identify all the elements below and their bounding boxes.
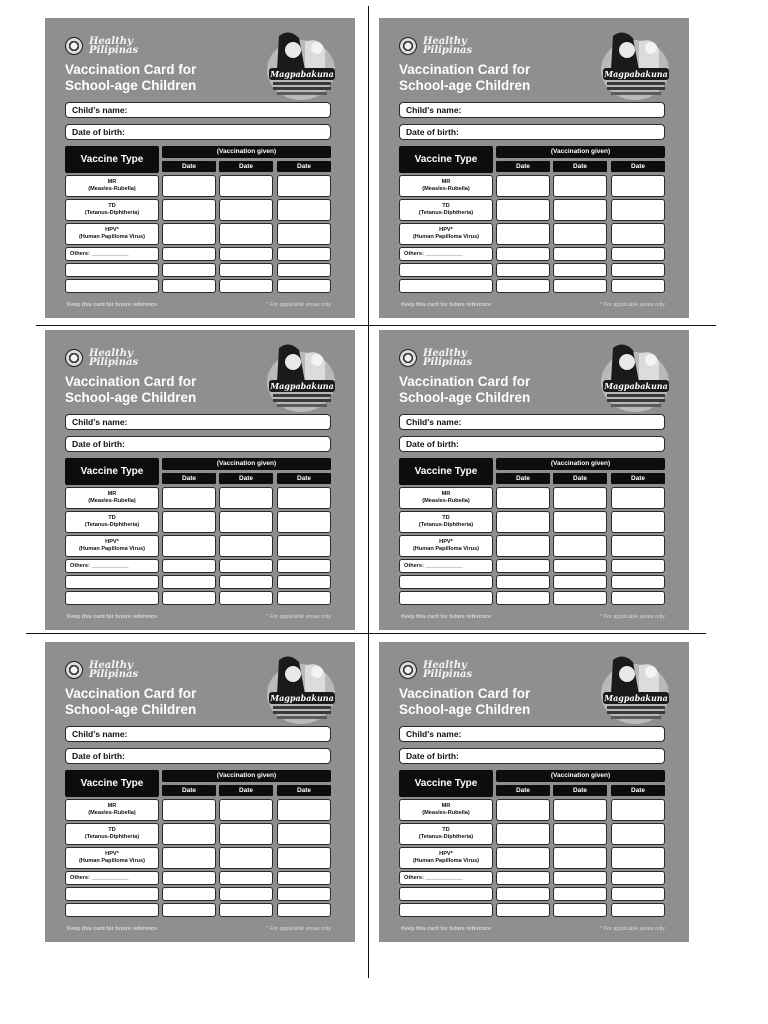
brand-logo bbox=[65, 34, 138, 58]
vaccination-date-cell[interactable] bbox=[162, 903, 216, 917]
doh-seal-icon bbox=[399, 349, 417, 367]
vaccine-full-name: (Measles-Rubella) bbox=[88, 810, 136, 816]
vaccination-date-cell[interactable] bbox=[162, 247, 216, 261]
vaccination-date-cell[interactable] bbox=[219, 591, 273, 605]
vaccination-date-cell[interactable] bbox=[219, 247, 273, 261]
vaccination-date-cell[interactable] bbox=[219, 223, 273, 245]
vaccination-card bbox=[45, 18, 355, 318]
footer-applicability-note: * For applicable areas only bbox=[265, 302, 331, 308]
footer-applicability-note: * For applicable areas only bbox=[599, 614, 665, 620]
vaccination-date-cell[interactable] bbox=[277, 847, 331, 869]
brand-name: Healthy Pilipinas bbox=[89, 348, 139, 368]
vaccination-date-cell[interactable] bbox=[496, 799, 550, 821]
blank-vaccine-label[interactable] bbox=[65, 591, 159, 605]
others-vaccine-label[interactable]: Others: ____________ bbox=[399, 247, 493, 261]
date-of-birth-field[interactable]: Date of birth: bbox=[65, 436, 331, 452]
vaccination-date-cell[interactable] bbox=[277, 223, 331, 245]
vaccination-given-header: (Vaccination given) bbox=[162, 770, 331, 782]
brand-logo bbox=[399, 346, 472, 370]
vaccine-abbreviation: MR bbox=[107, 179, 117, 185]
vaccination-date-cell[interactable] bbox=[277, 263, 331, 277]
blank-vaccine-label[interactable] bbox=[399, 263, 493, 277]
vaccination-date-cell[interactable] bbox=[162, 263, 216, 277]
vaccination-given-header: (Vaccination given) bbox=[162, 146, 331, 158]
vaccine-full-name: (Measles-Rubella) bbox=[422, 810, 470, 816]
date-of-birth-field[interactable]: Date of birth: bbox=[399, 124, 665, 140]
vaccination-card bbox=[379, 18, 689, 318]
vaccination-date-cell[interactable] bbox=[553, 223, 607, 245]
vaccination-given-header: (Vaccination given) bbox=[496, 770, 665, 782]
date-column-header: Date bbox=[162, 785, 216, 796]
vaccination-given-header: (Vaccination given) bbox=[496, 458, 665, 470]
vaccination-date-cell[interactable] bbox=[162, 279, 216, 293]
brand-name: Healthy Pilipinas bbox=[423, 36, 473, 56]
vaccination-date-cell[interactable] bbox=[162, 175, 216, 197]
vaccination-date-cell[interactable] bbox=[219, 799, 273, 821]
vaccination-date-cell[interactable] bbox=[219, 535, 273, 557]
brand-name: Healthy Pilipinas bbox=[89, 660, 139, 680]
vaccine-abbreviation: HPV* bbox=[105, 851, 119, 857]
vaccination-date-cell[interactable] bbox=[611, 247, 665, 261]
vaccination-date-cell[interactable] bbox=[553, 903, 607, 917]
vaccination-date-cell[interactable] bbox=[611, 799, 665, 821]
vaccine-abbreviation: MR bbox=[441, 491, 451, 497]
vaccination-date-cell[interactable] bbox=[553, 559, 607, 573]
footer-note: Keep this card for future reference bbox=[67, 302, 158, 308]
vaccination-date-cell[interactable] bbox=[553, 247, 607, 261]
vaccination-date-cell[interactable] bbox=[496, 559, 550, 573]
vaccination-date-cell[interactable] bbox=[496, 263, 550, 277]
campaign-logo-text: Magpabakuna bbox=[270, 69, 334, 79]
others-vaccine-label[interactable]: Others: ____________ bbox=[65, 871, 159, 885]
vaccine-abbreviation: MR bbox=[441, 803, 451, 809]
vaccine-full-name: (Tetanus-Diphtheria) bbox=[418, 522, 474, 528]
vaccination-date-cell[interactable] bbox=[277, 871, 331, 885]
child-name-field[interactable]: Child's name: bbox=[65, 414, 331, 430]
vaccination-date-cell[interactable] bbox=[611, 223, 665, 245]
date-column-header: Date bbox=[496, 161, 550, 172]
date-of-birth-field[interactable]: Date of birth: bbox=[65, 748, 331, 764]
vaccination-date-cell[interactable] bbox=[496, 887, 550, 901]
others-vaccine-label[interactable]: Others: ____________ bbox=[399, 871, 493, 885]
date-column-header: Date bbox=[277, 785, 331, 796]
brand-name: Healthy Pilipinas bbox=[89, 36, 139, 56]
vaccination-date-cell[interactable] bbox=[611, 511, 665, 533]
child-name-field[interactable]: Child's name: bbox=[65, 726, 331, 742]
brand-name: Healthy Pilipinas bbox=[423, 660, 473, 680]
vaccine-label bbox=[65, 223, 159, 245]
vaccine-label bbox=[65, 823, 159, 845]
vaccination-date-cell[interactable] bbox=[219, 575, 273, 589]
vaccination-date-cell[interactable] bbox=[162, 591, 216, 605]
blank-vaccine-label[interactable] bbox=[399, 903, 493, 917]
card-title: Vaccination Card for School-age Children bbox=[65, 62, 197, 93]
vaccine-full-name: (Measles-Rubella) bbox=[422, 498, 470, 504]
vaccine-abbreviation: TD bbox=[442, 203, 450, 209]
date-column-header: Date bbox=[162, 473, 216, 484]
vaccination-date-cell[interactable] bbox=[553, 199, 607, 221]
vaccination-date-cell[interactable] bbox=[611, 535, 665, 557]
vaccine-full-name: (Tetanus-Diphtheria) bbox=[84, 834, 140, 840]
card-title: Vaccination Card for School-age Children bbox=[399, 62, 531, 93]
doh-seal-icon bbox=[65, 661, 83, 679]
vaccine-label bbox=[65, 175, 159, 197]
vaccination-date-cell[interactable] bbox=[219, 823, 273, 845]
vaccination-date-cell[interactable] bbox=[277, 535, 331, 557]
footer-note: Keep this card for future reference bbox=[67, 614, 158, 620]
vaccine-label bbox=[399, 199, 493, 221]
footer-note: Keep this card for future reference bbox=[401, 302, 492, 308]
vaccination-date-cell[interactable] bbox=[611, 279, 665, 293]
card-title: Vaccination Card for School-age Children bbox=[65, 374, 197, 405]
vaccine-type-header: Vaccine Type bbox=[399, 770, 493, 797]
vaccine-label bbox=[399, 823, 493, 845]
vaccination-date-cell[interactable] bbox=[277, 511, 331, 533]
vaccination-date-cell[interactable] bbox=[553, 799, 607, 821]
date-column-header: Date bbox=[611, 161, 665, 172]
vaccination-date-cell[interactable] bbox=[496, 279, 550, 293]
child-name-field[interactable]: Child's name: bbox=[399, 102, 665, 118]
vaccination-date-cell[interactable] bbox=[162, 847, 216, 869]
vaccine-abbreviation: TD bbox=[108, 827, 116, 833]
doh-seal-icon bbox=[65, 37, 83, 55]
vaccination-date-cell[interactable] bbox=[219, 263, 273, 277]
date-column-header: Date bbox=[553, 473, 607, 484]
vaccine-type-header: Vaccine Type bbox=[399, 458, 493, 485]
vaccination-date-cell[interactable] bbox=[611, 199, 665, 221]
blank-vaccine-label[interactable] bbox=[65, 575, 159, 589]
vaccination-date-cell[interactable] bbox=[277, 199, 331, 221]
date-column-header: Date bbox=[277, 161, 331, 172]
blank-vaccine-label[interactable] bbox=[399, 591, 493, 605]
vaccination-date-cell[interactable] bbox=[496, 511, 550, 533]
vaccination-date-cell[interactable] bbox=[611, 903, 665, 917]
footer-applicability-note: * For applicable areas only bbox=[265, 614, 331, 620]
vaccination-date-cell[interactable] bbox=[219, 559, 273, 573]
blank-vaccine-label[interactable] bbox=[399, 575, 493, 589]
horizontal-cut-line-bottom bbox=[26, 633, 706, 634]
vaccination-date-cell[interactable] bbox=[553, 175, 607, 197]
vaccination-given-header: (Vaccination given) bbox=[496, 146, 665, 158]
vaccination-date-cell[interactable] bbox=[162, 559, 216, 573]
vaccination-date-cell[interactable] bbox=[496, 903, 550, 917]
footer-note: Keep this card for future reference bbox=[401, 926, 492, 932]
vaccine-label bbox=[399, 487, 493, 509]
date-column-header: Date bbox=[611, 785, 665, 796]
vaccination-date-cell[interactable] bbox=[611, 487, 665, 509]
magpabakuna-campaign-logo-icon bbox=[265, 652, 339, 726]
vaccination-date-cell[interactable] bbox=[162, 223, 216, 245]
campaign-logo-text: Magpabakuna bbox=[604, 69, 668, 79]
footer-applicability-note: * For applicable areas only bbox=[599, 302, 665, 308]
vaccine-label bbox=[65, 799, 159, 821]
vaccine-full-name: (Tetanus-Diphtheria) bbox=[418, 834, 474, 840]
vaccine-full-name: (Human Papilloma Virus) bbox=[412, 234, 480, 240]
vaccination-date-cell[interactable] bbox=[611, 175, 665, 197]
vaccination-date-cell[interactable] bbox=[219, 487, 273, 509]
vaccine-abbreviation: HPV* bbox=[105, 539, 119, 545]
vaccination-date-cell[interactable] bbox=[219, 175, 273, 197]
vaccination-date-cell[interactable] bbox=[277, 903, 331, 917]
vaccination-date-cell[interactable] bbox=[553, 279, 607, 293]
vaccine-label bbox=[399, 511, 493, 533]
vaccination-date-cell[interactable] bbox=[277, 487, 331, 509]
doh-seal-icon bbox=[399, 661, 417, 679]
brand-name: Healthy Pilipinas bbox=[423, 348, 473, 368]
vaccination-date-cell[interactable] bbox=[162, 487, 216, 509]
date-column-header: Date bbox=[219, 473, 273, 484]
vaccination-date-cell[interactable] bbox=[162, 823, 216, 845]
vaccine-type-header: Vaccine Type bbox=[65, 770, 159, 797]
brand-logo bbox=[65, 658, 138, 682]
vaccination-date-cell[interactable] bbox=[611, 591, 665, 605]
vaccination-date-cell[interactable] bbox=[553, 591, 607, 605]
date-column-header: Date bbox=[219, 161, 273, 172]
vaccine-label bbox=[65, 487, 159, 509]
vaccination-given-header: (Vaccination given) bbox=[162, 458, 331, 470]
date-column-header: Date bbox=[611, 473, 665, 484]
vaccination-date-cell[interactable] bbox=[277, 799, 331, 821]
blank-vaccine-label[interactable] bbox=[399, 279, 493, 293]
vaccine-abbreviation: TD bbox=[108, 203, 116, 209]
magpabakuna-campaign-logo-icon bbox=[599, 652, 673, 726]
vaccination-date-cell[interactable] bbox=[277, 559, 331, 573]
vaccine-label bbox=[65, 535, 159, 557]
vaccine-full-name: (Human Papilloma Virus) bbox=[78, 234, 146, 240]
brand-logo bbox=[65, 346, 138, 370]
vaccine-full-name: (Tetanus-Diphtheria) bbox=[418, 210, 474, 216]
vaccination-date-cell[interactable] bbox=[611, 575, 665, 589]
footer-note: Keep this card for future reference bbox=[67, 926, 158, 932]
campaign-logo-text: Magpabakuna bbox=[270, 381, 334, 391]
vaccination-date-cell[interactable] bbox=[219, 887, 273, 901]
vaccination-card bbox=[45, 330, 355, 630]
vaccination-date-cell[interactable] bbox=[162, 199, 216, 221]
card-title: Vaccination Card for School-age Children bbox=[65, 686, 197, 717]
footer-applicability-note: * For applicable areas only bbox=[265, 926, 331, 932]
vaccination-date-cell[interactable] bbox=[553, 887, 607, 901]
doh-seal-icon bbox=[399, 37, 417, 55]
vaccination-date-cell[interactable] bbox=[277, 823, 331, 845]
vaccination-date-cell[interactable] bbox=[496, 487, 550, 509]
blank-vaccine-label[interactable] bbox=[65, 903, 159, 917]
others-vaccine-label[interactable]: Others: ____________ bbox=[399, 559, 493, 573]
vaccination-date-cell[interactable] bbox=[277, 591, 331, 605]
vaccination-date-cell[interactable] bbox=[162, 511, 216, 533]
vaccination-date-cell[interactable] bbox=[553, 575, 607, 589]
vaccination-date-cell[interactable] bbox=[553, 847, 607, 869]
blank-vaccine-label[interactable] bbox=[399, 887, 493, 901]
vaccination-date-cell[interactable] bbox=[496, 199, 550, 221]
vaccine-abbreviation: HPV* bbox=[439, 851, 453, 857]
vaccination-date-cell[interactable] bbox=[219, 511, 273, 533]
vaccination-date-cell[interactable] bbox=[496, 175, 550, 197]
vaccination-date-cell[interactable] bbox=[277, 887, 331, 901]
vaccination-date-cell[interactable] bbox=[277, 575, 331, 589]
child-name-field[interactable]: Child's name: bbox=[399, 726, 665, 742]
vaccine-abbreviation: TD bbox=[442, 827, 450, 833]
horizontal-cut-line-top bbox=[36, 325, 716, 326]
magpabakuna-campaign-logo-icon bbox=[265, 28, 339, 102]
vaccine-abbreviation: TD bbox=[108, 515, 116, 521]
vaccination-date-cell[interactable] bbox=[611, 887, 665, 901]
vaccine-label bbox=[399, 535, 493, 557]
date-of-birth-field[interactable]: Date of birth: bbox=[399, 748, 665, 764]
vaccine-type-header: Vaccine Type bbox=[65, 146, 159, 173]
vaccination-date-cell[interactable] bbox=[611, 263, 665, 277]
vaccine-abbreviation: TD bbox=[442, 515, 450, 521]
vaccination-date-cell[interactable] bbox=[219, 279, 273, 293]
vertical-cut-line bbox=[368, 6, 369, 978]
magpabakuna-campaign-logo-icon bbox=[599, 28, 673, 102]
date-column-header: Date bbox=[277, 473, 331, 484]
date-column-header: Date bbox=[496, 473, 550, 484]
vaccine-abbreviation: HPV* bbox=[105, 227, 119, 233]
magpabakuna-campaign-logo-icon bbox=[265, 340, 339, 414]
vaccination-date-cell[interactable] bbox=[553, 535, 607, 557]
vaccination-date-cell[interactable] bbox=[496, 535, 550, 557]
vaccination-date-cell[interactable] bbox=[277, 279, 331, 293]
campaign-logo-text: Magpabakuna bbox=[270, 693, 334, 703]
vaccine-label bbox=[65, 199, 159, 221]
vaccination-date-cell[interactable] bbox=[219, 199, 273, 221]
vaccination-date-cell[interactable] bbox=[277, 175, 331, 197]
campaign-logo-text: Magpabakuna bbox=[604, 381, 668, 391]
vaccination-date-cell[interactable] bbox=[277, 247, 331, 261]
brand-logo bbox=[399, 34, 472, 58]
vaccine-label bbox=[399, 175, 493, 197]
vaccine-abbreviation: MR bbox=[107, 803, 117, 809]
card-title: Vaccination Card for School-age Children bbox=[399, 686, 531, 717]
vaccination-date-cell[interactable] bbox=[162, 799, 216, 821]
vaccination-date-cell[interactable] bbox=[553, 487, 607, 509]
vaccine-abbreviation: HPV* bbox=[439, 227, 453, 233]
date-column-header: Date bbox=[162, 161, 216, 172]
vaccination-card bbox=[45, 642, 355, 942]
date-column-header: Date bbox=[553, 161, 607, 172]
vaccination-date-cell[interactable] bbox=[611, 823, 665, 845]
others-vaccine-label[interactable]: Others: ____________ bbox=[65, 247, 159, 261]
vaccine-label bbox=[399, 847, 493, 869]
vaccination-date-cell[interactable] bbox=[162, 575, 216, 589]
vaccination-date-cell[interactable] bbox=[611, 559, 665, 573]
vaccine-abbreviation: MR bbox=[107, 491, 117, 497]
vaccination-date-cell[interactable] bbox=[496, 847, 550, 869]
vaccination-date-cell[interactable] bbox=[496, 575, 550, 589]
footer-note: Keep this card for future reference bbox=[401, 614, 492, 620]
magpabakuna-campaign-logo-icon bbox=[599, 340, 673, 414]
date-column-header: Date bbox=[553, 785, 607, 796]
vaccination-date-cell[interactable] bbox=[219, 903, 273, 917]
vaccine-label bbox=[65, 847, 159, 869]
vaccination-date-cell[interactable] bbox=[611, 871, 665, 885]
vaccination-date-cell[interactable] bbox=[496, 247, 550, 261]
date-of-birth-field[interactable]: Date of birth: bbox=[65, 124, 331, 140]
vaccination-card bbox=[379, 330, 689, 630]
vaccine-label bbox=[65, 511, 159, 533]
vaccine-type-header: Vaccine Type bbox=[65, 458, 159, 485]
vaccine-abbreviation: MR bbox=[441, 179, 451, 185]
vaccine-full-name: (Measles-Rubella) bbox=[88, 498, 136, 504]
vaccine-full-name: (Human Papilloma Virus) bbox=[78, 546, 146, 552]
others-vaccine-label[interactable]: Others: ____________ bbox=[65, 559, 159, 573]
vaccine-full-name: (Measles-Rubella) bbox=[422, 186, 470, 192]
date-column-header: Date bbox=[496, 785, 550, 796]
vaccination-date-cell[interactable] bbox=[162, 871, 216, 885]
child-name-field[interactable]: Child's name: bbox=[399, 414, 665, 430]
vaccination-date-cell[interactable] bbox=[553, 511, 607, 533]
blank-vaccine-label[interactable] bbox=[65, 887, 159, 901]
blank-vaccine-label[interactable] bbox=[65, 279, 159, 293]
vaccine-full-name: (Tetanus-Diphtheria) bbox=[84, 522, 140, 528]
card-title: Vaccination Card for School-age Children bbox=[399, 374, 531, 405]
vaccination-date-cell[interactable] bbox=[553, 871, 607, 885]
vaccine-full-name: (Human Papilloma Virus) bbox=[412, 858, 480, 864]
doh-seal-icon bbox=[65, 349, 83, 367]
campaign-logo-text: Magpabakuna bbox=[604, 693, 668, 703]
vaccination-date-cell[interactable] bbox=[553, 263, 607, 277]
vaccination-date-cell[interactable] bbox=[162, 535, 216, 557]
vaccine-full-name: (Measles-Rubella) bbox=[88, 186, 136, 192]
vaccine-label bbox=[399, 223, 493, 245]
brand-logo bbox=[399, 658, 472, 682]
vaccination-date-cell[interactable] bbox=[496, 823, 550, 845]
vaccination-card bbox=[379, 642, 689, 942]
vaccination-date-cell[interactable] bbox=[219, 847, 273, 869]
vaccination-date-cell[interactable] bbox=[219, 871, 273, 885]
vaccine-type-header: Vaccine Type bbox=[399, 146, 493, 173]
vaccination-date-cell[interactable] bbox=[162, 887, 216, 901]
vaccine-full-name: (Tetanus-Diphtheria) bbox=[84, 210, 140, 216]
child-name-field[interactable]: Child's name: bbox=[65, 102, 331, 118]
blank-vaccine-label[interactable] bbox=[65, 263, 159, 277]
vaccination-date-cell[interactable] bbox=[496, 871, 550, 885]
date-column-header: Date bbox=[219, 785, 273, 796]
footer-applicability-note: * For applicable areas only bbox=[599, 926, 665, 932]
vaccine-full-name: (Human Papilloma Virus) bbox=[78, 858, 146, 864]
vaccine-full-name: (Human Papilloma Virus) bbox=[412, 546, 480, 552]
vaccination-date-cell[interactable] bbox=[553, 823, 607, 845]
date-of-birth-field[interactable]: Date of birth: bbox=[399, 436, 665, 452]
vaccination-date-cell[interactable] bbox=[611, 847, 665, 869]
vaccination-date-cell[interactable] bbox=[496, 223, 550, 245]
vaccine-label bbox=[399, 799, 493, 821]
vaccination-date-cell[interactable] bbox=[496, 591, 550, 605]
vaccine-abbreviation: HPV* bbox=[439, 539, 453, 545]
